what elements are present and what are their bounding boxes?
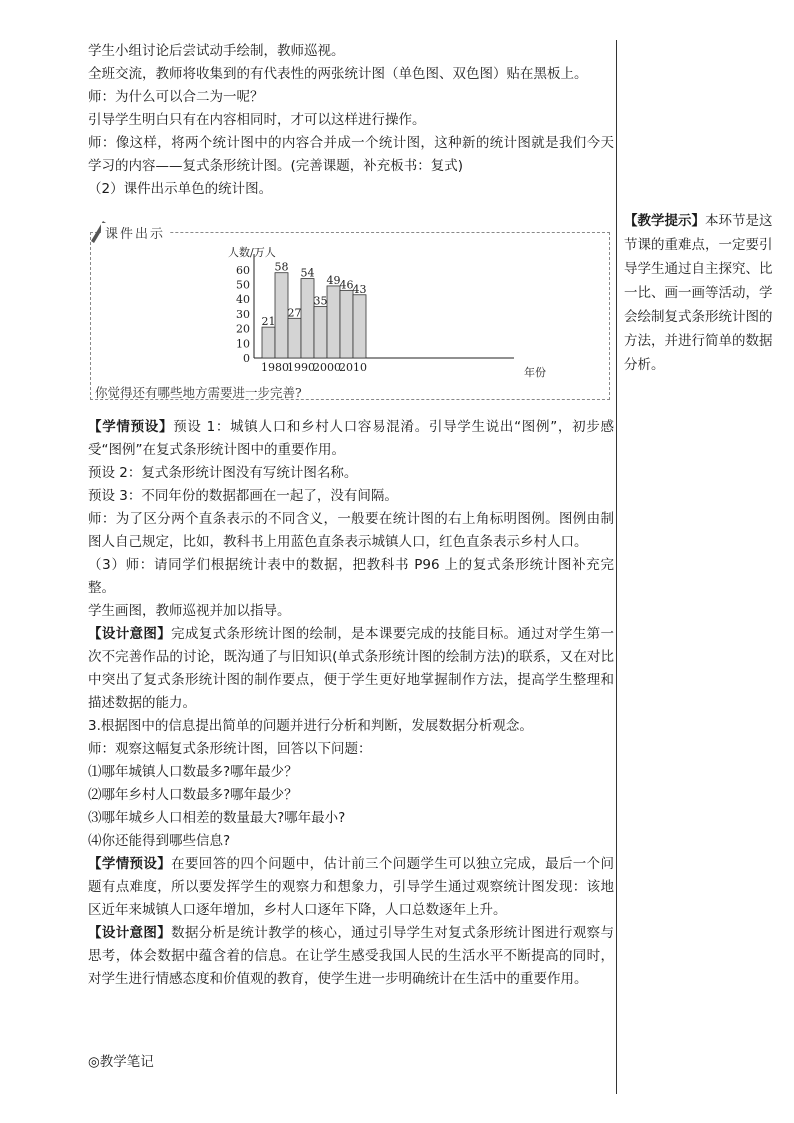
x-tick-label: 1990 bbox=[287, 361, 315, 374]
paragraph-5: 师：像这样，将两个统计图中的内容合并成一个统计图，这种新的统计图就是我们今天学习的内容——复式条形统计图。(完善课题，补充板书：复式) bbox=[88, 135, 614, 174]
y-tick-label: 30 bbox=[236, 307, 250, 321]
paragraph-text: 预设 2：复式条形统计图没有写统计图名称。 bbox=[88, 465, 358, 481]
teaching-tip bbox=[624, 209, 774, 377]
chart-bar bbox=[262, 327, 275, 358]
paragraph-text: ⑴哪年城镇人口数最多?哪年最少？ bbox=[88, 764, 298, 780]
paragraph-text: 师：观察这幅复式条形统计图，回答以下问题： bbox=[88, 741, 372, 757]
paragraph-b-3 bbox=[88, 485, 614, 508]
bar-value-label: 54 bbox=[300, 266, 315, 280]
bar-value-label: 21 bbox=[261, 315, 276, 329]
teaching-tip-text: 本环节是这节课的重难点，一定要引导学生通过自主探究、比一比、画一画等活动，学会绘制复式条形统计图的方法，并进行简单的数据分析。 bbox=[624, 213, 773, 373]
paragraph-text: 预设 3：不同年份的数据都画在一起了，没有间隔。 bbox=[88, 488, 398, 504]
y-tick-label: 0 bbox=[243, 352, 250, 365]
courseware-box bbox=[90, 227, 610, 400]
chart-bar bbox=[353, 295, 366, 358]
paragraph-b-7 bbox=[88, 623, 614, 715]
chart-bar bbox=[340, 290, 353, 358]
paragraph-b-15 bbox=[88, 922, 614, 991]
paragraph-text: 师：为了区分两个直条表示的不同含义，一般要在统计图的右上角标明图例。图例由制图人自己规定，比如，教科书上用蓝色直条表示城镇人口，红色直条表示乡村人口。 bbox=[88, 511, 614, 550]
y-tick-label: 10 bbox=[236, 337, 250, 351]
paragraph-text: 在要回答的四个问题中，估计前三个问题学生可以独立完成，最后一个问题有点难度，所以要发挥学生的观察力和想象力，引导学生通过观察统计图发现：该地区近年来城镇人口逐年增加，乡村人口逐年下降，人口总数逐年上升。 bbox=[88, 856, 615, 918]
paragraph-b-8 bbox=[88, 715, 614, 738]
paragraph-b-13 bbox=[88, 830, 614, 853]
paragraph-text: 完成复式条形统计图的绘制，是本课要完成的技能目标。通过对学生第一次不完善作品的讨论，既沟通了与旧知识(单式条形统计图的绘制方法)的联系，又在对比中突出了复式条形统计图的制作要点，便于学生更好地掌握制作方法，提高学生整理和描述数据的能力。 bbox=[88, 626, 615, 711]
paragraph-6: （2）课件出示单色的统计图。 bbox=[88, 181, 273, 197]
paragraph-2: 全班交流，教师将收集到的有代表性的两张统计图（单色图、双色图）贴在黑板上。 bbox=[88, 66, 588, 82]
paragraph-b-2 bbox=[88, 462, 614, 485]
main-column-bottom bbox=[88, 416, 614, 991]
paragraph-text: ⑷你还能得到哪些信息? bbox=[88, 833, 231, 849]
x-tick-label: 2000 bbox=[313, 361, 341, 374]
y-tick-label: 20 bbox=[236, 322, 250, 336]
courseware-question: 你觉得还有哪些地方需要进一步完善? bbox=[95, 385, 302, 400]
paragraph-b-6 bbox=[88, 600, 614, 623]
chart-xlabel: 年份 bbox=[524, 366, 546, 379]
paragraph-text: 学生画图，教师巡视并加以指导。 bbox=[88, 603, 291, 619]
paragraph-text: ⑶哪年城乡人口相差的数量最大?哪年最小? bbox=[88, 810, 346, 826]
y-tick-label: 50 bbox=[236, 278, 250, 292]
main-column-top bbox=[88, 40, 614, 201]
bar-value-label: 46 bbox=[339, 278, 354, 292]
paragraph-b-10 bbox=[88, 761, 614, 784]
y-tick-label: 40 bbox=[236, 293, 250, 307]
bar-value-label: 43 bbox=[352, 282, 367, 296]
paragraph-b-9 bbox=[88, 738, 614, 761]
paragraph-text: 数据分析是统计教学的核心，通过引导学生对复式条形统计图进行观察与思考，体会数据中蕴含着的信息。在让学生感受我国人民的生活水平不断提高的同时，对学生进行情感态度和价值观的教育，使学生进一步明确统计在生活中的重要作用。 bbox=[88, 925, 615, 987]
bar-value-label: 27 bbox=[287, 306, 302, 320]
paragraph-text: （3）师：请同学们根据统计表中的数据，把教科书 P96 上的复式条形统计图补充完整。 bbox=[88, 557, 614, 596]
paragraph-b-11 bbox=[88, 784, 614, 807]
y-tick-label: 60 bbox=[236, 263, 250, 277]
paragraph-text: 预设 1：城镇人口和乡村人口容易混淆。引导学生说出“图例”，初步感受“图例”在复式条形统计图中的重要作用。 bbox=[88, 419, 615, 458]
paragraph-1: 学生小组讨论后尝试动手绘制，教师巡视。 bbox=[88, 43, 345, 59]
chart-ylabel: 人数/万人 bbox=[228, 246, 276, 259]
paragraph-b-1 bbox=[88, 416, 614, 462]
paragraph-text: ⑵哪年乡村人口数最多?哪年最少？ bbox=[88, 787, 298, 803]
chart-bar bbox=[314, 307, 327, 358]
paragraph-b-14 bbox=[88, 853, 614, 922]
paragraph-b-5 bbox=[88, 554, 614, 600]
paragraph-tag: 【学情预设】 bbox=[88, 856, 172, 872]
bar-value-label: 35 bbox=[313, 294, 328, 308]
bar-value-label: 49 bbox=[326, 273, 341, 287]
x-tick-label: 2010 bbox=[339, 361, 367, 374]
chart-bar bbox=[275, 273, 288, 358]
paragraph-b-12 bbox=[88, 807, 614, 830]
paragraph-text: 3.根据图中的信息提出简单的问题并进行分析和判断，发展数据分析观念。 bbox=[88, 718, 533, 734]
paragraph-3: 师：为什么可以合二为一呢？ bbox=[88, 89, 264, 105]
paragraph-4: 引导学生明白只有在内容相同时，才可以这样进行操作。 bbox=[88, 112, 426, 128]
bar-value-label: 58 bbox=[274, 260, 289, 274]
paragraph-tag: 【设计意图】 bbox=[88, 925, 172, 941]
paragraph-tag: 【设计意图】 bbox=[88, 626, 172, 642]
chart-bar bbox=[327, 286, 340, 358]
courseware-title: 课件出示 bbox=[101, 223, 169, 242]
paragraph-b-4 bbox=[88, 508, 614, 554]
teaching-tip-tag: 【教学提示】 bbox=[624, 213, 705, 229]
chart-bar bbox=[288, 318, 301, 358]
teaching-notes-label: ◎教学笔记 bbox=[88, 1054, 154, 1070]
population-chart bbox=[226, 238, 556, 380]
x-tick-label: 1980 bbox=[261, 361, 289, 374]
paragraph-tag: 【学情预设】 bbox=[88, 419, 174, 435]
column-divider bbox=[616, 40, 617, 1094]
chart-bar bbox=[301, 279, 314, 358]
